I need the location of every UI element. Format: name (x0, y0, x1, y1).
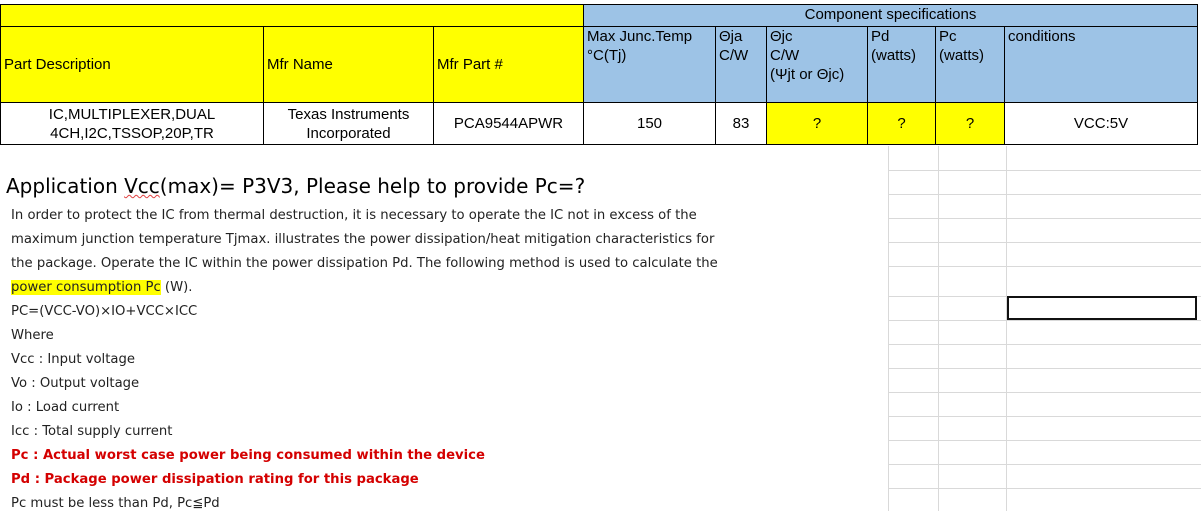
def-icc: Icc : Total supply current (11, 424, 173, 439)
component-spec-table (0, 4, 1198, 145)
header-line: C/W (719, 47, 749, 64)
header-line: (Ψjt or Θjc) (770, 66, 845, 83)
selected-cell[interactable] (1007, 296, 1197, 320)
note-paragraph (11, 204, 731, 300)
grid-line (888, 392, 1201, 393)
grid-line (888, 320, 1201, 321)
header-line: C/W (770, 47, 800, 64)
title-prefix: Application (6, 174, 125, 198)
table-row (1, 103, 1198, 145)
header-theta-jc[interactable] (767, 27, 868, 103)
cell-mfr-part[interactable]: PCA9544APWR (434, 103, 584, 145)
header-theta-ja[interactable] (716, 27, 767, 103)
grid-line (888, 416, 1201, 417)
note-title (6, 174, 585, 198)
cell-conditions[interactable]: VCC:5V (1005, 103, 1198, 145)
cell-max-junc-temp[interactable]: 150 (584, 103, 716, 145)
grid-line (888, 170, 1201, 171)
formula-line: PC=(VCC-VO)×IO+VCC×ICC (11, 304, 198, 319)
grid-line (888, 488, 1201, 489)
header-line: Θja (719, 28, 743, 45)
grid-line (888, 146, 889, 511)
def-io: Io : Load current (11, 400, 120, 415)
title-suffix: (max)= P3V3, Please help to provide Pc=? (159, 174, 586, 198)
where-line: Where (11, 328, 54, 343)
grid-line (888, 266, 1201, 267)
def-pc: Pc : Actual worst case power being consumed within the device (11, 448, 485, 463)
grid-line (938, 146, 939, 511)
para-text-end: (W). (160, 280, 193, 295)
header-line: (watts) (871, 47, 916, 64)
grid-line (888, 464, 1201, 465)
grid-line (888, 368, 1201, 369)
header-line: Pd (871, 28, 890, 45)
header-line: Max Junc.Temp (587, 28, 693, 45)
cell-theta-ja[interactable]: 83 (716, 103, 767, 145)
header-pd[interactable] (868, 27, 936, 103)
column-header-row (1, 27, 1198, 103)
cell-pd[interactable]: ? (868, 103, 936, 145)
header-conditions[interactable]: conditions (1005, 27, 1198, 103)
para-highlight: power consumption Pc (11, 280, 161, 295)
para-text: In order to protect the IC from thermal destruction, it is necessary to operate the IC not in excess of the maximum junction temperature Tjmax. illustrates the power dissipation/heat mitigation characteristics for the package. Operate the IC within the power dissipation Pd. The following method is used to calculate the (11, 208, 718, 271)
grid-line (888, 218, 1201, 219)
title-spellcheck-word: Vcc (124, 174, 160, 198)
header-line: Pc (939, 28, 957, 45)
group-header-row (1, 5, 1198, 27)
header-mfr-name[interactable]: Mfr Name (264, 27, 434, 103)
header-pc[interactable] (936, 27, 1005, 103)
header-mfr-part[interactable]: Mfr Part # (434, 27, 584, 103)
grid-line (1006, 146, 1007, 511)
component-specifications-header[interactable]: Component specifications (584, 5, 1198, 27)
grid-line (888, 194, 1201, 195)
grid-line (888, 242, 1201, 243)
header-line: (watts) (939, 47, 984, 64)
cell-mfr-name[interactable]: Texas Instruments Incorporated (264, 103, 434, 145)
group-header-blank[interactable] (1, 5, 584, 27)
cell-pc[interactable]: ? (936, 103, 1005, 145)
header-max-junc-temp[interactable] (584, 27, 716, 103)
def-vo: Vo : Output voltage (11, 376, 140, 391)
header-line: Θjc (770, 28, 793, 45)
note-definitions (11, 300, 485, 516)
header-part-description[interactable]: Part Description (1, 27, 264, 103)
def-vcc: Vcc : Input voltage (11, 352, 135, 367)
cell-theta-jc[interactable]: ? (767, 103, 868, 145)
header-line: °C(Tj) (587, 47, 627, 64)
def-pd: Pd : Package power dissipation rating for this package (11, 472, 419, 487)
grid-line (888, 344, 1201, 345)
grid-line (888, 440, 1201, 441)
rule-line: Pc must be less than Pd, Pc≦Pd (11, 496, 220, 511)
cell-part-description[interactable]: IC,MULTIPLEXER,DUAL 4CH,I2C,TSSOP,20P,TR (1, 103, 264, 145)
